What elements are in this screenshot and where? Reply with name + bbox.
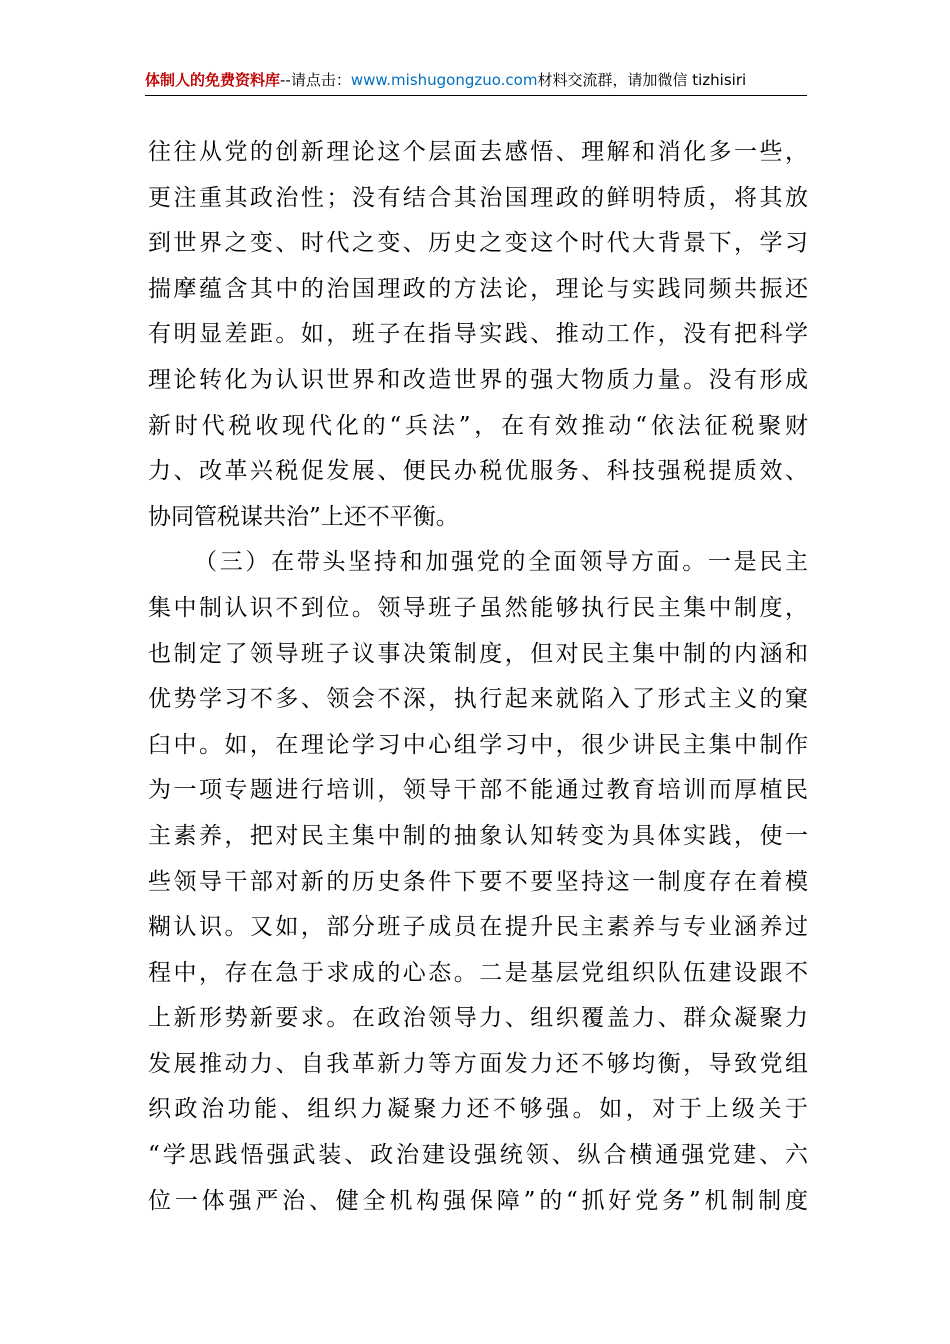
text-line: 糊认识。又如，部分班子成员在提升民主素养与专业涵养过 xyxy=(148,914,808,941)
header-divider xyxy=(145,95,807,96)
text-line: 主素养，把对民主集中制的抽象认知转变为具体实践，使一 xyxy=(148,822,808,849)
paragraph xyxy=(148,540,808,1224)
text-line: 有明显差距。如，班子在指导实践、推动工作，没有把科学 xyxy=(148,321,808,348)
header-suffix: 材料交流群，请加微信 tizhisiri xyxy=(537,71,747,89)
header-brand: 体制人的免费资料库 xyxy=(145,71,281,89)
text-line: 位一体强严治、健全机构强保障”的“抓好党务”机制制度 xyxy=(148,1187,808,1214)
text-line: 优势学习不多、领会不深，执行起来就陷入了形式主义的窠 xyxy=(148,686,808,713)
text-line: “学思践悟强武装、政治建设强统领、纵合横通强党建、六 xyxy=(148,1142,808,1169)
text-line: 揣摩蕴含其中的治国理政的方法论，理论与实践同频共振还 xyxy=(148,275,808,302)
text-line: 新时代税收现代化的“兵法”，在有效推动“依法征税聚财 xyxy=(148,412,808,439)
text-line: 臼中。如，在理论学习中心组学习中，很少讲民主集中制作 xyxy=(148,731,808,758)
text-line: 更注重其政治性；没有结合其治国理政的鲜明特质，将其放 xyxy=(148,184,808,211)
text-line: 力、改革兴税促发展、便民办税优服务、科技强税提质效、 xyxy=(148,458,808,485)
text-line: 往往从党的创新理论这个层面去感悟、理解和消化多一些， xyxy=(148,139,808,165)
text-line: 上新形势新要求。在政治领导力、组织覆盖力、群众凝聚力 xyxy=(148,1005,808,1032)
document-body xyxy=(148,130,808,1224)
text-line: 些领导干部对新的历史条件下要不要坚持这一制度存在着模 xyxy=(148,868,808,895)
text-line: 到世界之变、时代之变、历史之变这个时代大背景下，学习 xyxy=(148,230,808,257)
section-heading-line: （三）在带头坚持和加强党的全面领导方面。一是民主 xyxy=(194,549,808,576)
text-line: 发展推动力、自我革新力等方面发力还不够均衡，导致党组 xyxy=(148,1050,808,1077)
paragraph xyxy=(148,130,808,540)
text-line: 也制定了领导班子议事决策制度，但对民主集中制的内涵和 xyxy=(148,640,808,667)
page-header xyxy=(145,68,807,92)
text-line: 织政治功能、组织力凝聚力还不够强。如，对于上级关于 xyxy=(148,1096,808,1123)
text-line: 集中制认识不到位。领导班子虽然能够执行民主集中制度， xyxy=(148,594,808,621)
text-line: 程中，存在急于求成的心态。二是基层党组织队伍建设跟不 xyxy=(148,959,808,986)
text-line: 协同管税谋共治”上还不平衡。 xyxy=(148,503,459,530)
header-prompt: --请点击： xyxy=(280,71,351,89)
header-link[interactable]: www.mishugongzuo.com xyxy=(350,71,538,89)
text-line: 理论转化为认识世界和改造世界的强大物质力量。没有形成 xyxy=(148,366,808,393)
text-line: 为一项专题进行培训，领导干部不能通过教育培训而厚植民 xyxy=(148,777,808,804)
